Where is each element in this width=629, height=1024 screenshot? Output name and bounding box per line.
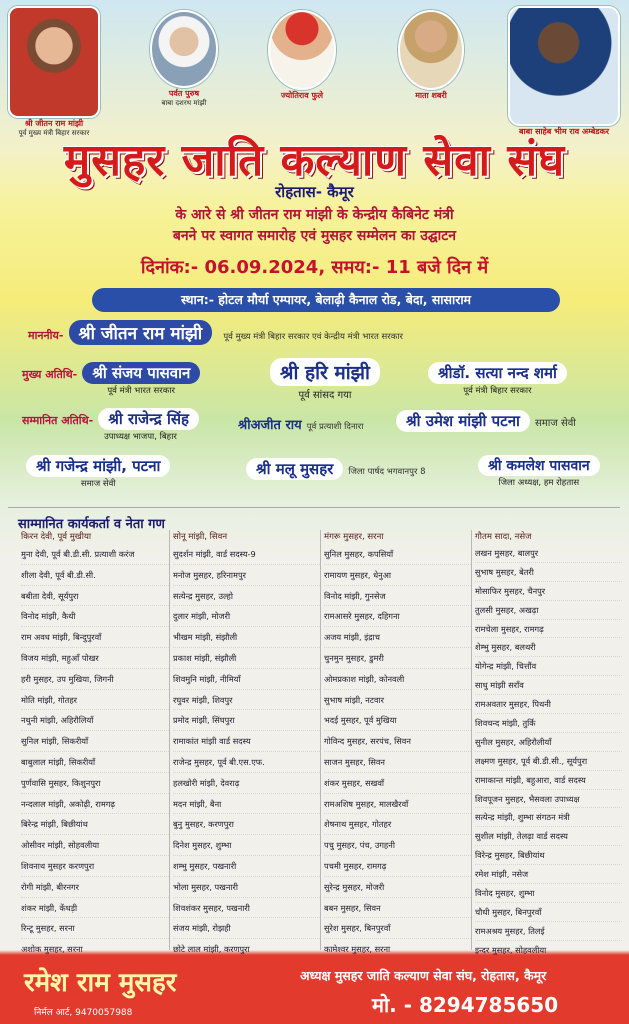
list-item: सुरेश मुसहर, बिनपुरवाँ: [324, 918, 471, 939]
guest-row4-3: [478, 455, 600, 488]
honored-guest-1: [22, 408, 199, 442]
list-item: छोटे लाल मांझी, करणपुरा: [173, 939, 320, 960]
portrait-photo: [8, 6, 100, 118]
portrait-photo: [268, 10, 336, 90]
list-item: रामअश्रय मुसहर, तिलई: [475, 922, 622, 941]
list-item: रामअशिष मुसहर, मालखैरवाँ: [324, 794, 471, 815]
main-guest-1-sub: पूर्व मंत्री भारत सरकार: [107, 386, 175, 396]
portrait-caption: माता शबरी: [415, 91, 447, 100]
portrait-dashrath-manjhi: [150, 10, 218, 108]
list-item: विनोद मांझी, गुनसेज: [324, 586, 471, 607]
portrait-jitan-ram-manjhi: [8, 6, 100, 138]
list-item: शेषनाथ मुसहर, गोतहर: [324, 814, 471, 835]
column-head: गौतम सादा, नसेज: [475, 532, 532, 542]
list-item: योगेन्द्र मांझी, चित्तौंव: [475, 657, 622, 676]
list-item: लक्ष्मण मुसहर, पूर्व बी.डी.सी., सूर्यपुरा: [475, 752, 622, 771]
organizer-role: अध्यक्ष मुसहर जाति कल्याण सेवा संघ, रोहतास, कैमूर: [300, 968, 547, 983]
guest-row4-1-name: श्री गजेन्द्र मांझी, पटना: [26, 455, 170, 477]
list-item: रोगी मांझी, बीरनगर: [21, 877, 169, 898]
list-item: सुशील मांझी, तेलढ़ा वार्ड सदस्य: [475, 827, 622, 846]
portrait-photo: [508, 6, 620, 126]
column-head: सोनू मांझी, सिवन: [173, 532, 228, 542]
list-item: प्रमोद मांझी, सिंघपुरा: [173, 710, 320, 731]
chief-guest-note: पूर्व मुख्य मंत्री बिहार सरकार एवं केन्द्रीय मंत्री भारत सरकार: [223, 332, 403, 342]
portrait-subcaption: पूर्व मुख्य मंत्री बिहार सरकार: [18, 129, 90, 137]
guest-row4-1: [26, 455, 170, 489]
honored-column-3: [320, 530, 471, 955]
honored-guest-1-name: श्री राजेन्द्र सिंह: [98, 408, 199, 430]
event-date-time: दिनांक:- 06.09.2024, समय:- 11 बजे दिन में: [140, 257, 489, 278]
list-item: शम्भु मुसहर, पखनारी: [173, 856, 320, 877]
list-item: मदन मांझी, बैना: [173, 794, 320, 815]
list-item: प्रकाश मांझी, संझौली: [173, 648, 320, 669]
main-guest-3-sub: पूर्व मंत्री बिहार सरकार: [463, 386, 532, 396]
list-item: विरेन्द्र मुसहर, बिछीयांथ: [475, 846, 622, 865]
list-item: रामाकान्त मांझी, बहुआरा, वार्ड सदस्य: [475, 771, 622, 790]
list-item: सुभाष मांझी, नटवार: [324, 690, 471, 711]
list-item: सत्येन्द्र मांझी, शुम्भा संगठन मंत्री: [475, 808, 622, 827]
column-items: [324, 544, 471, 960]
column-items: [475, 544, 622, 960]
list-item: शिवपूजन मुसहर, भैसवला उपाध्यक्ष: [475, 790, 622, 809]
list-item: सुनील मुसहर, अहिरौलीयाँ: [475, 733, 622, 752]
list-item: पचु मुसहर, पंच, उगहनी: [324, 835, 471, 856]
honored-column-1: [18, 530, 169, 955]
organizer-name: रमेश राम मुसहर: [24, 968, 177, 998]
main-guest-label: मुख्य अतिथि-: [22, 368, 78, 381]
column-items: [173, 544, 320, 960]
list-item: बबीता देवी, सूर्यपुरा: [21, 586, 169, 607]
list-item: बाबुलाल मांझी, सिकरीयाँ: [21, 752, 169, 773]
poster-subtitle: रोहतास- कैमूर: [275, 183, 354, 201]
list-item: विजय मांझी, महुआँ पोखर: [21, 648, 169, 669]
list-item: शेम्भु मुसहर, बलथरी: [475, 638, 622, 657]
list-item: हरी मुसहर, उप मुखिया, जिगनी: [21, 669, 169, 690]
list-item: बबन मुसहर, सिवन: [324, 898, 471, 919]
list-item: पचमी मुसहर, रामगढ़: [324, 856, 471, 877]
list-item: रमेश मांझी, नसेज: [475, 865, 622, 884]
list-item: अशोक मुसहर, सरना: [21, 939, 169, 960]
guest-row4-2-name: श्री मलू मुसहर: [246, 458, 343, 480]
portrait-photo: [150, 10, 218, 88]
list-item: रघुवर मांझी, शिवपुर: [173, 690, 320, 711]
organizer-mobile: मो. - 8294785650: [372, 993, 559, 1017]
event-description-line1: के आरे से श्री जीतन राम मांझी के केन्द्रीय कैबिनेट मंत्री: [175, 207, 454, 223]
list-item: हलखोरी मांझी, देवराढ़: [173, 773, 320, 794]
list-item: भीखम मांझी, संझौली: [173, 627, 320, 648]
list-item: गोविन्द मुसहर, सरपंच, सिवन: [324, 731, 471, 752]
list-item: सुभाष मुसहर, बेतरी: [475, 563, 622, 582]
list-item: रामअवतार मुसहर, पिथनी: [475, 695, 622, 714]
portrait-mata-shabri: [398, 10, 464, 101]
list-item: शंकर मांझी, केंधड़ी: [21, 898, 169, 919]
main-guest-1: [22, 362, 200, 396]
portrait-caption: बाबा साहेब भीम राव अम्बेडकर: [519, 127, 609, 136]
honored-column-2: [169, 530, 320, 955]
guest-row4-3-name: श्री कमलेश पासवान: [478, 455, 600, 476]
list-item: सुनिल मांझी, सिकरीयाँ: [21, 731, 169, 752]
main-guest-2-sub: पूर्व सांसद गया: [298, 390, 352, 401]
list-item: सुनिल मुसहर, कपसियाँ: [324, 544, 471, 565]
list-item: भदई मुसहर, पूर्व मुखिया: [324, 710, 471, 731]
list-item: सत्येन्द्र मुसहर, उल्हो: [173, 586, 320, 607]
list-item: रामचेला मुसहर, रामगढ़: [475, 620, 622, 639]
list-item: विनोद मांझी, कैथी: [21, 606, 169, 627]
list-item: संजय मांझी, रोझही: [173, 918, 320, 939]
list-item: बिरेन्द्र मांझी, बिछीयांथ: [21, 814, 169, 835]
guest-row4-2: [246, 458, 426, 480]
main-guest-2-name: श्री हरि मांझी: [270, 358, 380, 386]
list-item: शिवशंकर मुसहर, पखनारी: [173, 898, 320, 919]
honored-guest-1-sub: उपाध्यक्ष भाजपा, बिहार: [104, 432, 177, 442]
footer-banner: [0, 955, 629, 1024]
list-item: साजन मुसहर, सिवन: [324, 752, 471, 773]
list-item: साधु मांझी सरॉंव: [475, 676, 622, 695]
list-item: मोति मांझी, गोतहर: [21, 690, 169, 711]
guest-row4-2-sub: जिला पार्षद भगवानपुर 8: [348, 467, 426, 477]
list-item: रिन्टू मुसहर, सरना: [21, 918, 169, 939]
list-item: इन्दर मुसहर, सोहवलीया: [475, 941, 622, 960]
list-item: मुना देवी, पूर्व बी.डी.सी. प्रत्याशी करंज: [21, 544, 169, 565]
honored-guest-3: [396, 410, 576, 432]
list-item: सुदर्शन मांझी, वार्ड सदस्य-9: [173, 544, 320, 565]
list-item: अजय मांझी, इंद्राच: [324, 627, 471, 648]
list-item: दुलार मांझी, मोजरी: [173, 606, 320, 627]
list-item: राम अवध मांझी, बिन्दुपुरवाँ: [21, 627, 169, 648]
section-divider: [8, 507, 620, 508]
main-guest-3-name: श्रीडॉ. सत्या नन्द शर्मा: [428, 362, 567, 384]
honored-guest-3-name: श्री उमेश मांझी पटना: [396, 410, 530, 432]
honored-guest-3-sub: समाज सेवी: [535, 418, 576, 429]
honored-list-columns: [18, 530, 622, 955]
list-item: पुर्णवासि मुसहर, किशुनपुरा: [21, 773, 169, 794]
list-item: ओमप्रकाश मांझी, कोनवली: [324, 669, 471, 690]
designer-credit: निर्मल आर्ट, 9470057988: [34, 1008, 133, 1018]
portrait-jyotirao-phule: [268, 10, 336, 101]
column-head: मंगरू मुसहर, सरना: [324, 532, 384, 542]
list-item: भोला मुसहर, पखनारी: [173, 877, 320, 898]
event-description-line2: बनने पर स्वागत समारोह एवं मुसहर सम्मेलन का उद्घाटन: [172, 228, 457, 244]
chief-guest-name: श्री जीतन राम मांझी: [69, 320, 213, 345]
honored-list-title: साम्मानित कार्यकर्ता व नेता गण: [18, 517, 165, 532]
chief-guest-row: [28, 320, 403, 345]
list-item: राजेन्द्र मुसहर, पूर्व बी.एस.एफ.: [173, 752, 320, 773]
list-item: रामाकांत मांझी वार्ड सदस्य: [173, 731, 320, 752]
column-head: किरन देवी, पूर्व मुखीया: [21, 532, 92, 542]
portrait-caption: पर्वत पुरुष: [168, 89, 200, 98]
honored-guest-2: [238, 414, 363, 433]
list-item: कामेश्वर मुसहर, सरना: [324, 939, 471, 960]
portrait-caption: ज्योतिराव फुले: [280, 91, 324, 100]
column-items: [21, 544, 169, 960]
list-item: विनोद मुसहर, शुम्भा: [475, 884, 622, 903]
chief-guest-label: माननीय-: [28, 329, 64, 342]
list-item: मनोज मुसहर, हरिनामपुर: [173, 565, 320, 586]
main-guest-2: [270, 358, 380, 401]
portrait-caption: श्री जीतन राम मांझी: [24, 119, 84, 128]
list-item: बुनु मुसहर, करणपुरा: [173, 814, 320, 835]
event-venue: स्थान:- होटल मौर्या एम्पायर, बेलाढ़ी कैनाल रोड, बेदा, सासाराम: [92, 288, 560, 312]
list-item: तुलसी मुसहर, अखढ़ा: [475, 601, 622, 620]
guest-row4-3-sub: जिला अध्यक्ष, हम रोहतास: [498, 478, 580, 488]
main-guest-1-name: श्री संजय पासवान: [82, 362, 200, 384]
list-item: लखन मुसहर, बालपुर: [475, 544, 622, 563]
list-item: चुनमुन मुसहर, डुमरी: [324, 648, 471, 669]
portrait-ambedkar: [508, 6, 620, 137]
list-item: चौधी मुसहर, बिनपुरवाँ: [475, 903, 622, 922]
honored-guest-2-sub: पूर्व प्रत्याशी दिनारा: [306, 422, 364, 432]
list-item: शिवनाथ मुसहर करणपुरा: [21, 856, 169, 877]
list-item: रामआसरे मुसहर, दहिगना: [324, 606, 471, 627]
list-item: दिनेश मुसहर, शुम्भा: [173, 835, 320, 856]
list-item: मोसाफिर मुसहर, चैनपुर: [475, 582, 622, 601]
honored-guest-label: सम्मानित अतिथि-: [22, 414, 94, 427]
list-item: शंकर मुसहर, सखवाँ: [324, 773, 471, 794]
list-item: सुरेन्द्र मुसहर, मोजरी: [324, 877, 471, 898]
honored-guest-2-name: श्रीअजीत राय: [238, 418, 302, 433]
list-item: रामायण मुसहर, धेनुआ: [324, 565, 471, 586]
portrait-photo: [398, 10, 464, 90]
guest-row4-1-sub: समाज सेवी: [80, 479, 116, 489]
main-guest-3: [428, 362, 567, 396]
list-item: शिवचन्द मांझी, तुर्कि: [475, 714, 622, 733]
list-item: ओसीवर मांझी, सोहवलीया: [21, 835, 169, 856]
list-item: नथुनी मांझी, अहिरौलियाँ: [21, 710, 169, 731]
portrait-subcaption: बाबा दशरथ मांझी: [161, 99, 207, 107]
poster-title: मुसहर जाति कल्याण सेवा संघ: [63, 135, 566, 186]
honored-column-4: [471, 530, 622, 955]
list-item: शीला देवी, पूर्व बी.डी.सी.: [21, 565, 169, 586]
list-item: नन्दलाल मांझी, अकोढ़ी, रामगढ़: [21, 794, 169, 815]
list-item: शिवमुनि मांझी, नीमियाँ: [173, 669, 320, 690]
